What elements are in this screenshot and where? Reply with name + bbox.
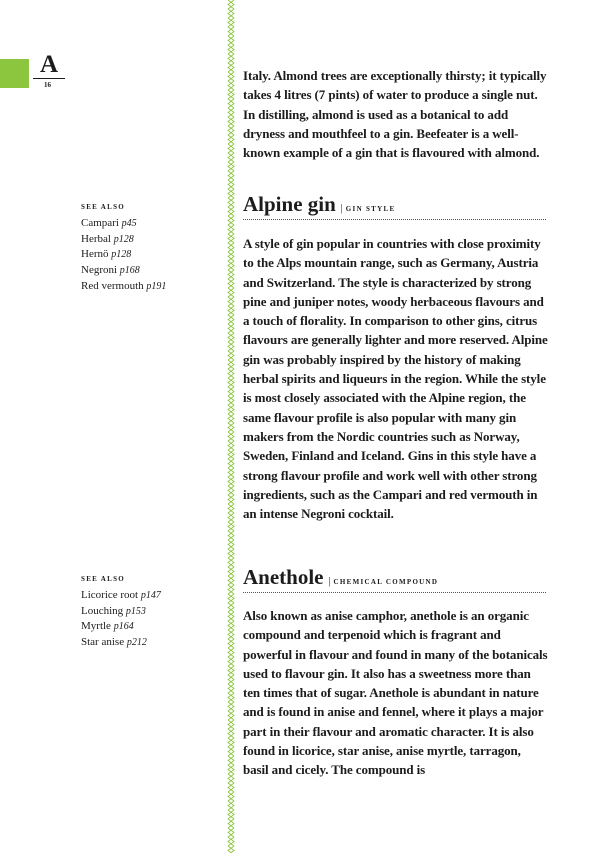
see-also-header: SEE ALSO	[81, 575, 126, 583]
see-also-item-ref: p153	[125, 605, 146, 617]
see-also-item-name: Myrtle	[81, 620, 111, 633]
see-also-item[interactable]	[81, 263, 166, 279]
see-also-item[interactable]	[81, 619, 161, 635]
section-letter: A	[40, 51, 59, 78]
entry-title: Anethole	[243, 565, 324, 589]
entry-title: Alpine gin	[243, 192, 336, 216]
page-number: 16	[44, 81, 51, 89]
entry-body: Also known as anise camphor, anethole is an organic compound and terpenoid which is fragrant and powerful in flavour and found in many of the botanicals used to flavour gin. It also has a sweetness more than ten times that of sugar. Anethole is abundant in nature and is found in anise and fennel, where it plays a major part in their flavour and aromatic character. It is also found in licorice, star anise, anise myrtle, tarragon, basil and cicely. The compound is	[243, 608, 548, 778]
entry-body-anethole	[243, 606, 548, 780]
see-also-item[interactable]	[81, 604, 161, 620]
see-also-item[interactable]	[81, 279, 166, 295]
see-also-item-name: Star anise	[81, 636, 125, 649]
see-also-item[interactable]	[81, 247, 166, 263]
entry-heading-anethole	[243, 566, 546, 593]
see-also-box-1	[81, 203, 166, 295]
see-also-item[interactable]	[81, 232, 166, 248]
see-also-header: SEE ALSO	[81, 203, 126, 211]
section-tab-marker	[0, 59, 29, 88]
see-also-item[interactable]	[81, 588, 161, 604]
see-also-item-ref: p128	[113, 233, 134, 245]
zigzag-divider	[226, 0, 236, 853]
entry-separator: |	[340, 203, 343, 214]
see-also-item-ref: p191	[146, 280, 167, 292]
see-also-item-ref: p128	[111, 249, 132, 261]
see-also-item-name: Hernö	[81, 248, 109, 261]
see-also-item-ref: p212	[126, 637, 147, 649]
see-also-item-name: Negroni	[81, 264, 118, 277]
see-also-item[interactable]	[81, 635, 161, 651]
see-also-item-name: Herbal	[81, 232, 111, 245]
see-also-box-2	[81, 575, 161, 651]
see-also-item-name: Licorice root	[81, 589, 139, 601]
entry-type: GIN STYLE	[345, 205, 396, 213]
section-letter-rule	[33, 78, 65, 79]
intro-column	[243, 66, 548, 162]
entry-separator: |	[328, 576, 331, 587]
see-also-item-name: Louching	[81, 604, 124, 617]
see-also-item-name: Campari	[81, 217, 119, 229]
entry-body: A style of gin popular in countries with close proximity to the Alps mountain range, such as Germany, Austria and Switzerland. The style is characterized by strong pine and juniper notes, woody herbaceous flavours and a touch of florality. In comparison to other gins, citrus flavours are generally lighter and more reserved. Alpine gin was probably inspired by the history of making herbal spirits and liqueurs in the region. While the style is most closely associated with the Alpine region, the same flavour profile is also popular with many gin makers from the Nordic countries such as Norway, Sweden, Finland and Iceland. Gins in this style have a strong flavour profile and work well with other strong ingredients, such as the Campari and red vermouth in an intense Negroni cocktail.	[243, 236, 548, 522]
see-also-item-name: Red vermouth	[81, 279, 144, 292]
see-also-item[interactable]	[81, 216, 166, 232]
see-also-item-ref: p147	[140, 590, 161, 601]
entry-type: CHEMICAL COMPOUND	[333, 578, 439, 586]
entry-heading-alpine-gin	[243, 193, 546, 220]
see-also-item-ref: p45	[121, 218, 137, 229]
see-also-item-ref: p164	[113, 621, 134, 633]
intro-paragraph: Italy. Almond trees are exceptionally thirsty; it typically takes 4 litres (7 pints) of water to produce a single nut. In distilling, almond is used as a botanical to add dryness and mouthfeel to a gin. Beefeater is a well-known example of a gin that is flavoured with almond.	[243, 68, 547, 161]
entry-body-alpine-gin	[243, 234, 548, 523]
see-also-item-ref: p168	[119, 265, 140, 277]
